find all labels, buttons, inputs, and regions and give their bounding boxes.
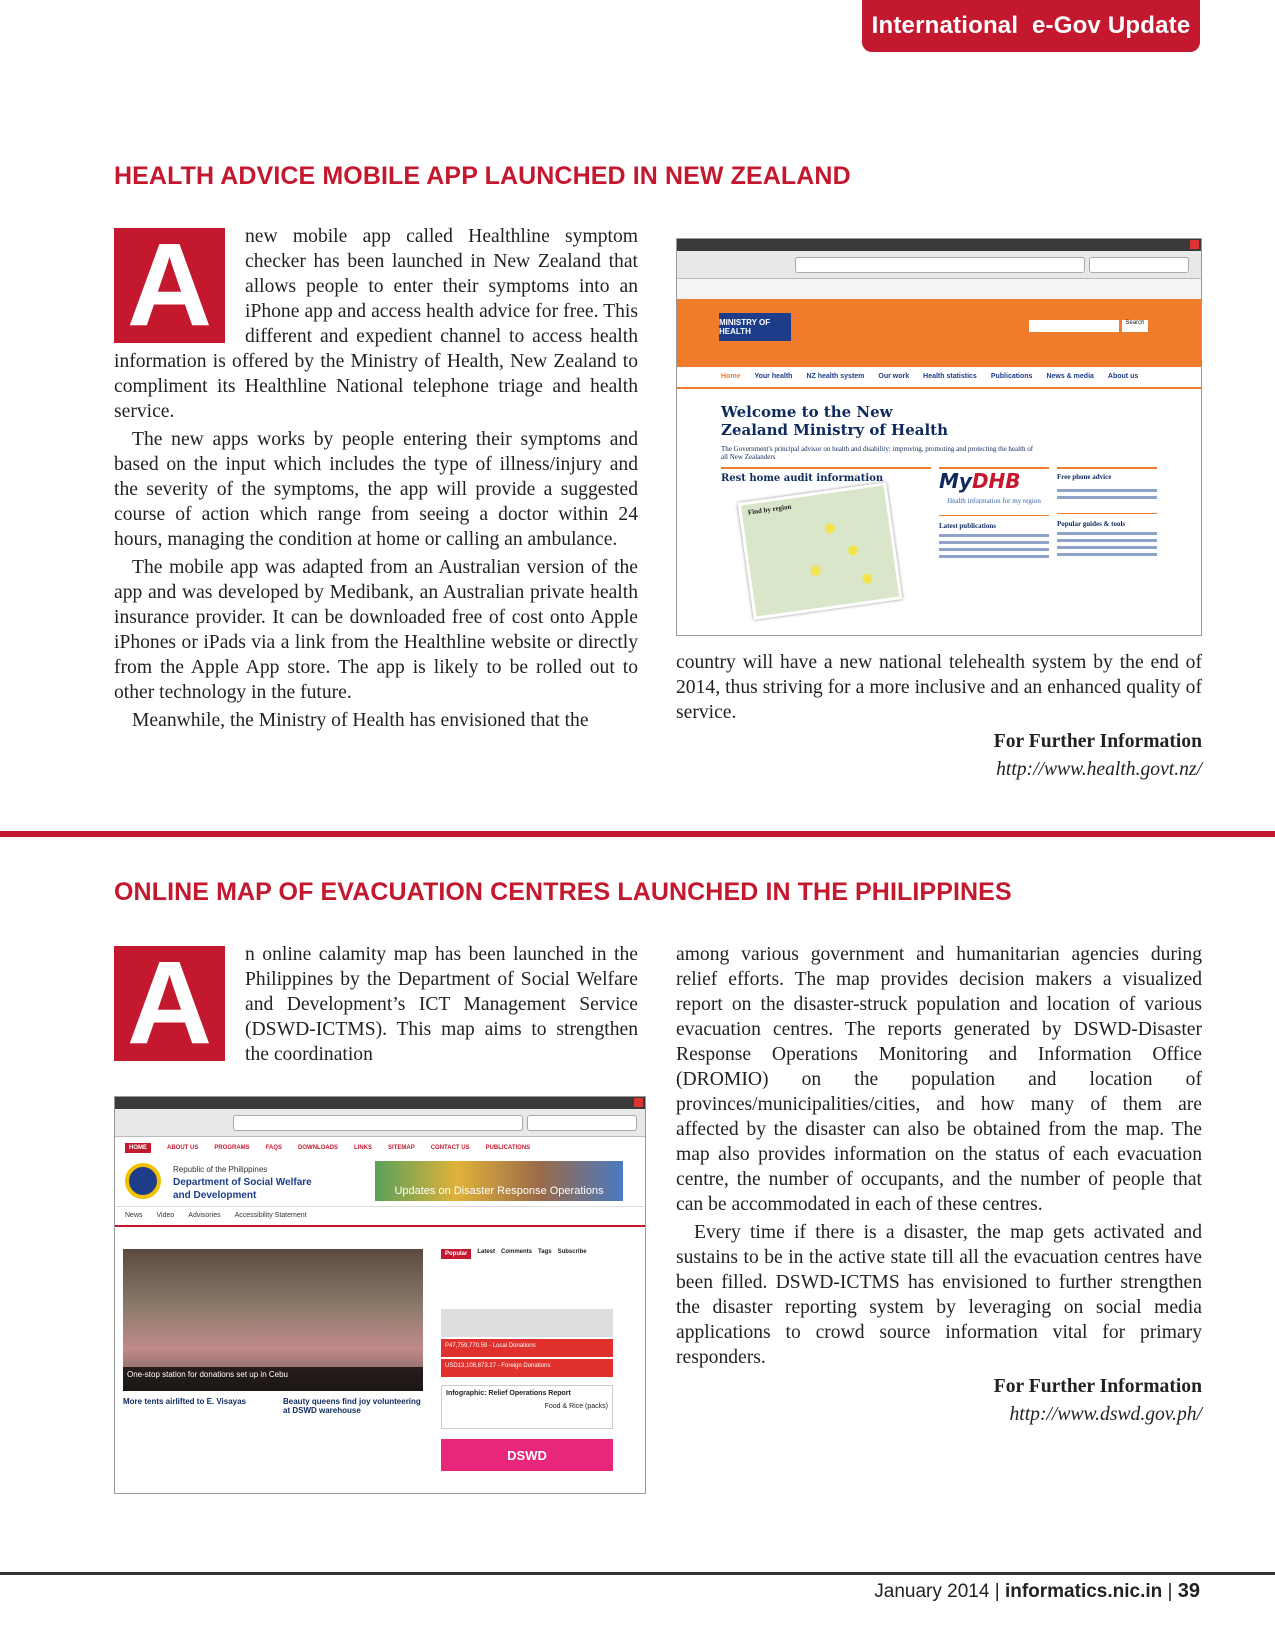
article2-paragraph: among various government and humanitarian agencies during relief efforts. The map provides decision makers a visualized report on the disaster-struck population and location of various evacuation centres. The reports generated by DSWD-Disaster Response Operations Monitoring and Information Office (DROMIO) on the population and location of provinces/municipalities/cities, and how many of them are affected by the disaster can also be obtained from the map. The map also provides information on the status of each evacuation centre, the number of occupants, and the number of people that can be accommodated in each of these centres. — [676, 944, 1202, 1215]
address-bar — [795, 257, 1085, 273]
dswd-org-name: Republic of the Philippines Department of Social Welfare and Development — [173, 1165, 312, 1201]
dswd-nav-item: PUBLICATIONS — [485, 1145, 531, 1151]
moh-nav-item: Health statistics — [923, 373, 977, 380]
dswd-button: DSWD — [441, 1439, 613, 1471]
article2-right-column — [676, 942, 1202, 1430]
dswd-news-row — [123, 1397, 423, 1415]
article2-dropcap: A — [114, 946, 225, 1061]
article2-screenshot — [114, 1096, 646, 1494]
article2-url: http://www.dswd.gov.ph/ — [1009, 1404, 1202, 1425]
moh-mydhb-box — [939, 467, 1049, 610]
dswd-nav-item: LINKS — [354, 1145, 373, 1151]
dswd-side-tabs: Popular Latest Comments Tags Subscribe — [441, 1249, 613, 1259]
mydhb-logo: MyDHB — [939, 469, 1021, 493]
moh-nav-item: News & media — [1046, 373, 1094, 380]
article2-further-info-label: For Further Information — [993, 1376, 1202, 1397]
featured-photo — [123, 1249, 423, 1391]
article2-intro-column — [114, 937, 638, 1070]
local-donations: P47,759,770.59 - Local Donations — [441, 1339, 613, 1357]
news-headline: Beauty queens find joy volunteering at DSWD warehouse — [283, 1397, 421, 1415]
moh-nav-item: Publications — [990, 373, 1033, 380]
dswd-nav-item: SITEMAP — [388, 1145, 415, 1151]
news-headline: More tents airlifted to E. Visayas — [123, 1397, 247, 1406]
moh-nav-item: About us — [1107, 373, 1139, 380]
address-bar — [233, 1115, 523, 1131]
dswd-tab: News — [125, 1212, 143, 1219]
dswd-header — [115, 1155, 645, 1207]
article2-intro: n online calamity map has been launched in the Philippines by the Department of Social Welfare and Development’s ICT Management Service (DSWD-ICTMS). This map aims to strengthen the coordination — [245, 944, 638, 1065]
section-divider — [0, 831, 1275, 837]
article1-paragraph: The mobile app was adapted from an Australian version of the app and was developed by Medibank, an Australian private health insurance provider. It can be downloaded free of cost onto Apple iPhones or iPads via a link from the Healthline website or directly from the Apple App store. The app is likely to be rolled out to other technology in the future. — [114, 557, 638, 703]
dswd-tab: Accessibility Statement — [234, 1212, 307, 1219]
moh-nav-item: NZ health system — [806, 373, 865, 380]
dswd-nav-item: PROGRAMS — [214, 1145, 250, 1151]
window-titlebar — [115, 1097, 645, 1109]
donations-summary — [441, 1309, 613, 1337]
browser-toolbar — [115, 1109, 645, 1137]
moh-content-row — [677, 461, 1201, 610]
article1-paragraph: Meanwhile, the Ministry of Health has envisioned that the — [132, 710, 589, 731]
map-thumbnail — [738, 482, 903, 620]
page-number: 39 — [1177, 1580, 1200, 1602]
browser-toolbar — [677, 251, 1201, 279]
moh-nav-item: Our work — [878, 373, 910, 380]
dswd-nav-item: FAQS — [265, 1145, 283, 1151]
moh-welcome-title: Welcome to the New Zealand Ministry of Health — [721, 403, 949, 439]
section-tab — [862, 0, 1200, 52]
article1-right-column — [676, 650, 1202, 785]
dswd-seal-icon — [125, 1163, 161, 1199]
article1-paragraph: The new apps works by people entering their symptoms and based on the input which includes the type of illness/injury and the severity of the symptoms, the app will provide a suggested course of action which range from seeing a doctor within 24 hours, managing the condition at home or calling an ambulance. — [114, 429, 638, 550]
close-icon — [1190, 240, 1199, 249]
popular-guides-title: Popular guides & tools — [1057, 513, 1157, 528]
dswd-nav-item: CONTACT US — [430, 1145, 470, 1151]
moh-rest-home-title: Rest home audit information — [721, 473, 884, 484]
footer-site: informatics.nic.in — [1004, 1581, 1163, 1602]
browser-search-box — [1089, 257, 1189, 273]
mydhb-tagline: Health information for my region — [947, 497, 1041, 505]
moh-rest-home-box — [721, 467, 931, 610]
moh-search-button: Search — [1122, 320, 1148, 332]
article1-screenshot — [676, 238, 1202, 636]
dswd-tab: Video — [156, 1212, 175, 1219]
moh-header — [677, 299, 1201, 367]
browser-search-box — [527, 1115, 637, 1131]
dswd-tabs — [115, 1207, 645, 1227]
article2-paragraph: Every time if there is a disaster, the map gets activated and sustains to be in the active state till all the evacuation centres have been filled. DSWD-ICTMS has envisioned to further strengthen the disaster reporting system by leveraging on social media applications to crowd source information vital for primary responders. — [676, 1222, 1202, 1368]
section-label: International e-Gov Update — [871, 12, 1191, 39]
footer-date: January 2014 — [874, 1581, 990, 1602]
utility-links-bar — [677, 279, 1201, 299]
photo-caption: One-stop station for donations set up in Cebu — [123, 1367, 423, 1391]
moh-search-input — [1029, 320, 1119, 332]
dswd-sidebar — [441, 1249, 613, 1471]
article1-further-info-label: For Further Information — [993, 731, 1202, 752]
moh-phone-box — [1057, 467, 1157, 610]
dswd-tab: Advisories — [188, 1212, 221, 1219]
moh-subtitle: The Government's principal advisor on health and disability: improving, promoting and protecting the health of all New Zealanders — [721, 445, 1034, 461]
dswd-nav-item: ABOUT US — [167, 1145, 199, 1151]
free-phone-title: Free phone advice — [1057, 473, 1112, 481]
moh-nav-item: Your health — [754, 373, 793, 380]
footer-rule — [0, 1572, 1275, 1575]
article1-paragraph: new mobile app called Healthline symptom checker has been launched in New Zealand that allows people to enter their symptoms into an iPhone app and access health advice for free. This different and expedient channel to access health information is offered by the Ministry of Health, New Zealand to compliment its Healthline National telephone triage and health service. — [114, 226, 638, 422]
dswd-nav-item: HOME — [125, 1143, 151, 1153]
map-find-label: Find by region — [747, 502, 792, 517]
page-footer: January 2014 | informatics.nic.in | 39 — [874, 1580, 1200, 1602]
foreign-donations: USD13,108,873.27 - Foreign Donations — [441, 1359, 613, 1377]
moh-nav-item: Home — [721, 373, 741, 380]
latest-publications-title: Latest publications — [939, 515, 1049, 530]
moh-logo: MINISTRY OF HEALTH — [719, 313, 791, 341]
dswd-nav-item: DOWNLOADS — [298, 1145, 339, 1151]
article1-url: http://www.health.govt.nz/ — [996, 759, 1202, 780]
article1-headline: HEALTH ADVICE MOBILE APP LAUNCHED IN NEW ZEALAND — [114, 162, 851, 190]
article2-headline: ONLINE MAP OF EVACUATION CENTRES LAUNCHED IN THE PHILIPPINES — [114, 878, 1012, 906]
dswd-banner: Updates on Disaster Response Operations — [375, 1161, 623, 1201]
article1-left-column — [114, 219, 638, 736]
article1-continuation: country will have a new national telehealth system by the end of 2014, thus striving for a more inclusive and an enhanced quality of service. — [676, 652, 1202, 723]
close-icon — [634, 1098, 643, 1107]
moh-nav — [677, 367, 1201, 389]
article1-dropcap: A — [114, 228, 225, 343]
window-titlebar — [677, 239, 1201, 251]
infographic-panel: Infographic: Relief Operations Report Food & Rice (packs) — [441, 1385, 613, 1429]
dswd-nav — [115, 1137, 645, 1155]
